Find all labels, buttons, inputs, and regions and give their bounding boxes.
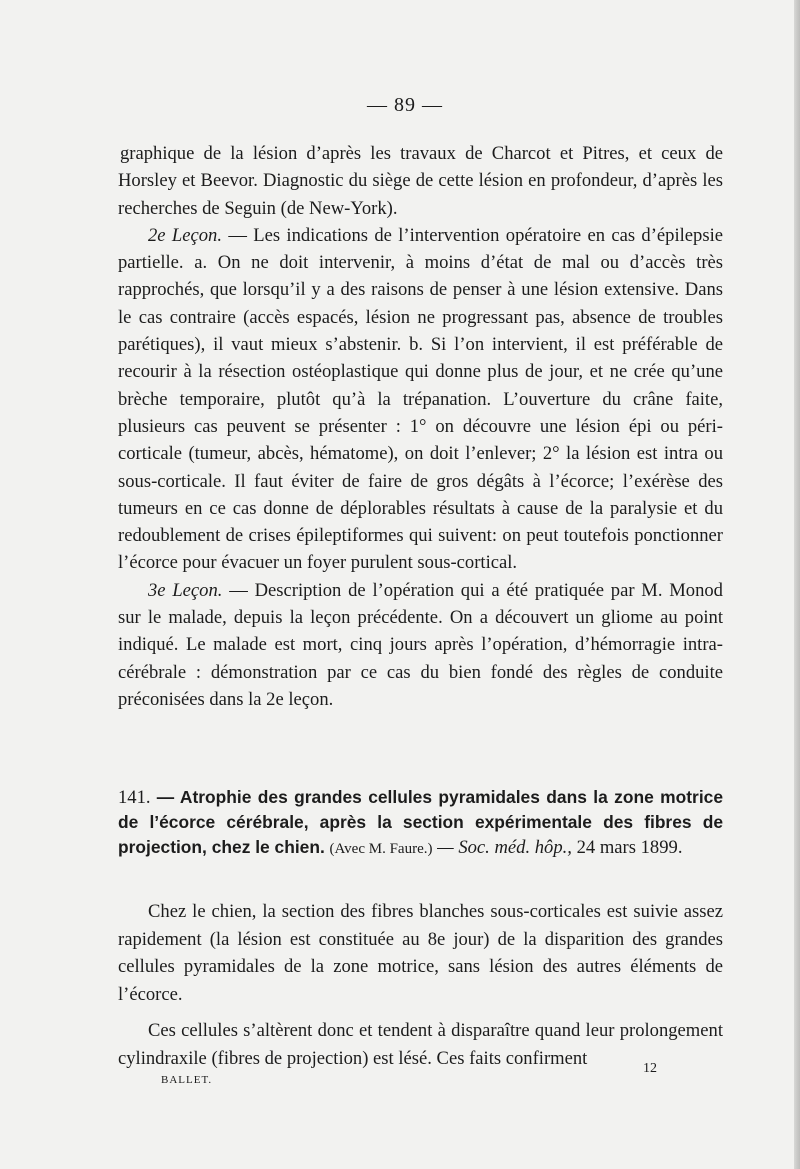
- lecon-3-paragraph: [118, 577, 723, 713]
- lecon-2-text: — Les indications de l’intervention opératoire en cas d’épilepsie partielle. a. On ne doit intervenir, à moins d’état de mal ou d’accès très rapprochés, que lorsqu’il y a des raisons de penser à une lésion extensive. Dans le cas contraire (accès espacés, lésion ne progressant pas, absence de troubles parétiques), il vaut mieux s’abstenir. b. Si l’on intervient, il est préférable de recourir à la résection ostéoplastique qui donne plus de jour, et ne crée qu’une brèche temporaire, plutôt qu’à la trépanation. L’ouverture du crâne faite, plusieurs cas peuvent se présenter : 1° on découvre une lésion épi ou péri-corticale (tumeur, abcès, hématome), on doit l’enlever; 2° la lésion est intra ou sous-corticale. Il faut éviter de faire de gros dégâts à l’écorce; l’exérèse des tumeurs en ce cas donne de déplorables résultats à cause de la paralysie et du redoublement de crises épileptiformes qui suivent: on peut toutefois ponctionner l’écorce pour évacuer un foyer purulent sous-cortical.: [118, 224, 723, 574]
- entry-date: 24 mars 1899.: [576, 837, 683, 858]
- main-text-block: [118, 140, 723, 713]
- entry-141: [118, 785, 723, 862]
- lecon-2-paragraph: [118, 222, 723, 577]
- entry-coauthor: (Avec M. Faure.): [329, 841, 433, 857]
- body-paragraph-1: Chez le chien, la section des fibres blanches sous-corticales est suivie assez rapidement (la lésion est constituée au 8e jour) de la disparition des grandes cellules pyramidales de la zone motrice, sans lésion des autres éléments de l’écorce.: [118, 901, 723, 1005]
- page-edge-shadow: [794, 0, 800, 1169]
- signature-mark: BALLET.: [161, 1074, 213, 1086]
- entry-number: 141.: [118, 787, 151, 808]
- paragraph-continuation: graphique de la lésion d’après les travaux de Charcot et Pitres, et ceux de Horsley et Beevor. Diagnostic du siège de cette lésion en profondeur, d’après les recherches de Seguin (de New-York).: [118, 143, 723, 219]
- page-number: — 89 —: [367, 94, 443, 116]
- entry-body: [118, 898, 723, 1081]
- sheet-number: 12: [643, 1061, 657, 1076]
- entry-title: — Atrophie des grandes cellules pyramidales dans la zone motrice de l’écorce cérébrale, après la section expérimentale des fibres de projection, chez le chien.: [118, 787, 723, 857]
- entry-journal: — Soc. méd. hôp.,: [437, 837, 572, 858]
- body-paragraph-2: Ces cellules s’altèrent donc et tendent à disparaître quand leur prolongement cylindraxile (fibres de projection) est lésé. Ces faits confirment: [118, 1020, 723, 1069]
- lecon-3-label: 3e Leçon.: [148, 579, 223, 601]
- lecon-3-text: — Description de l’opération qui a été pratiquée par M. Monod sur le malade, depuis la leçon précédente. On a découvert un gliome au point indiqué. Le malade est mort, cinq jours après l’opération, d’hémorragie intra-cérébrale : démonstration par ce cas du bien fondé des règles de conduite préconisées dans la 2e leçon.: [118, 579, 723, 710]
- lecon-2-label: 2e Leçon.: [148, 224, 222, 246]
